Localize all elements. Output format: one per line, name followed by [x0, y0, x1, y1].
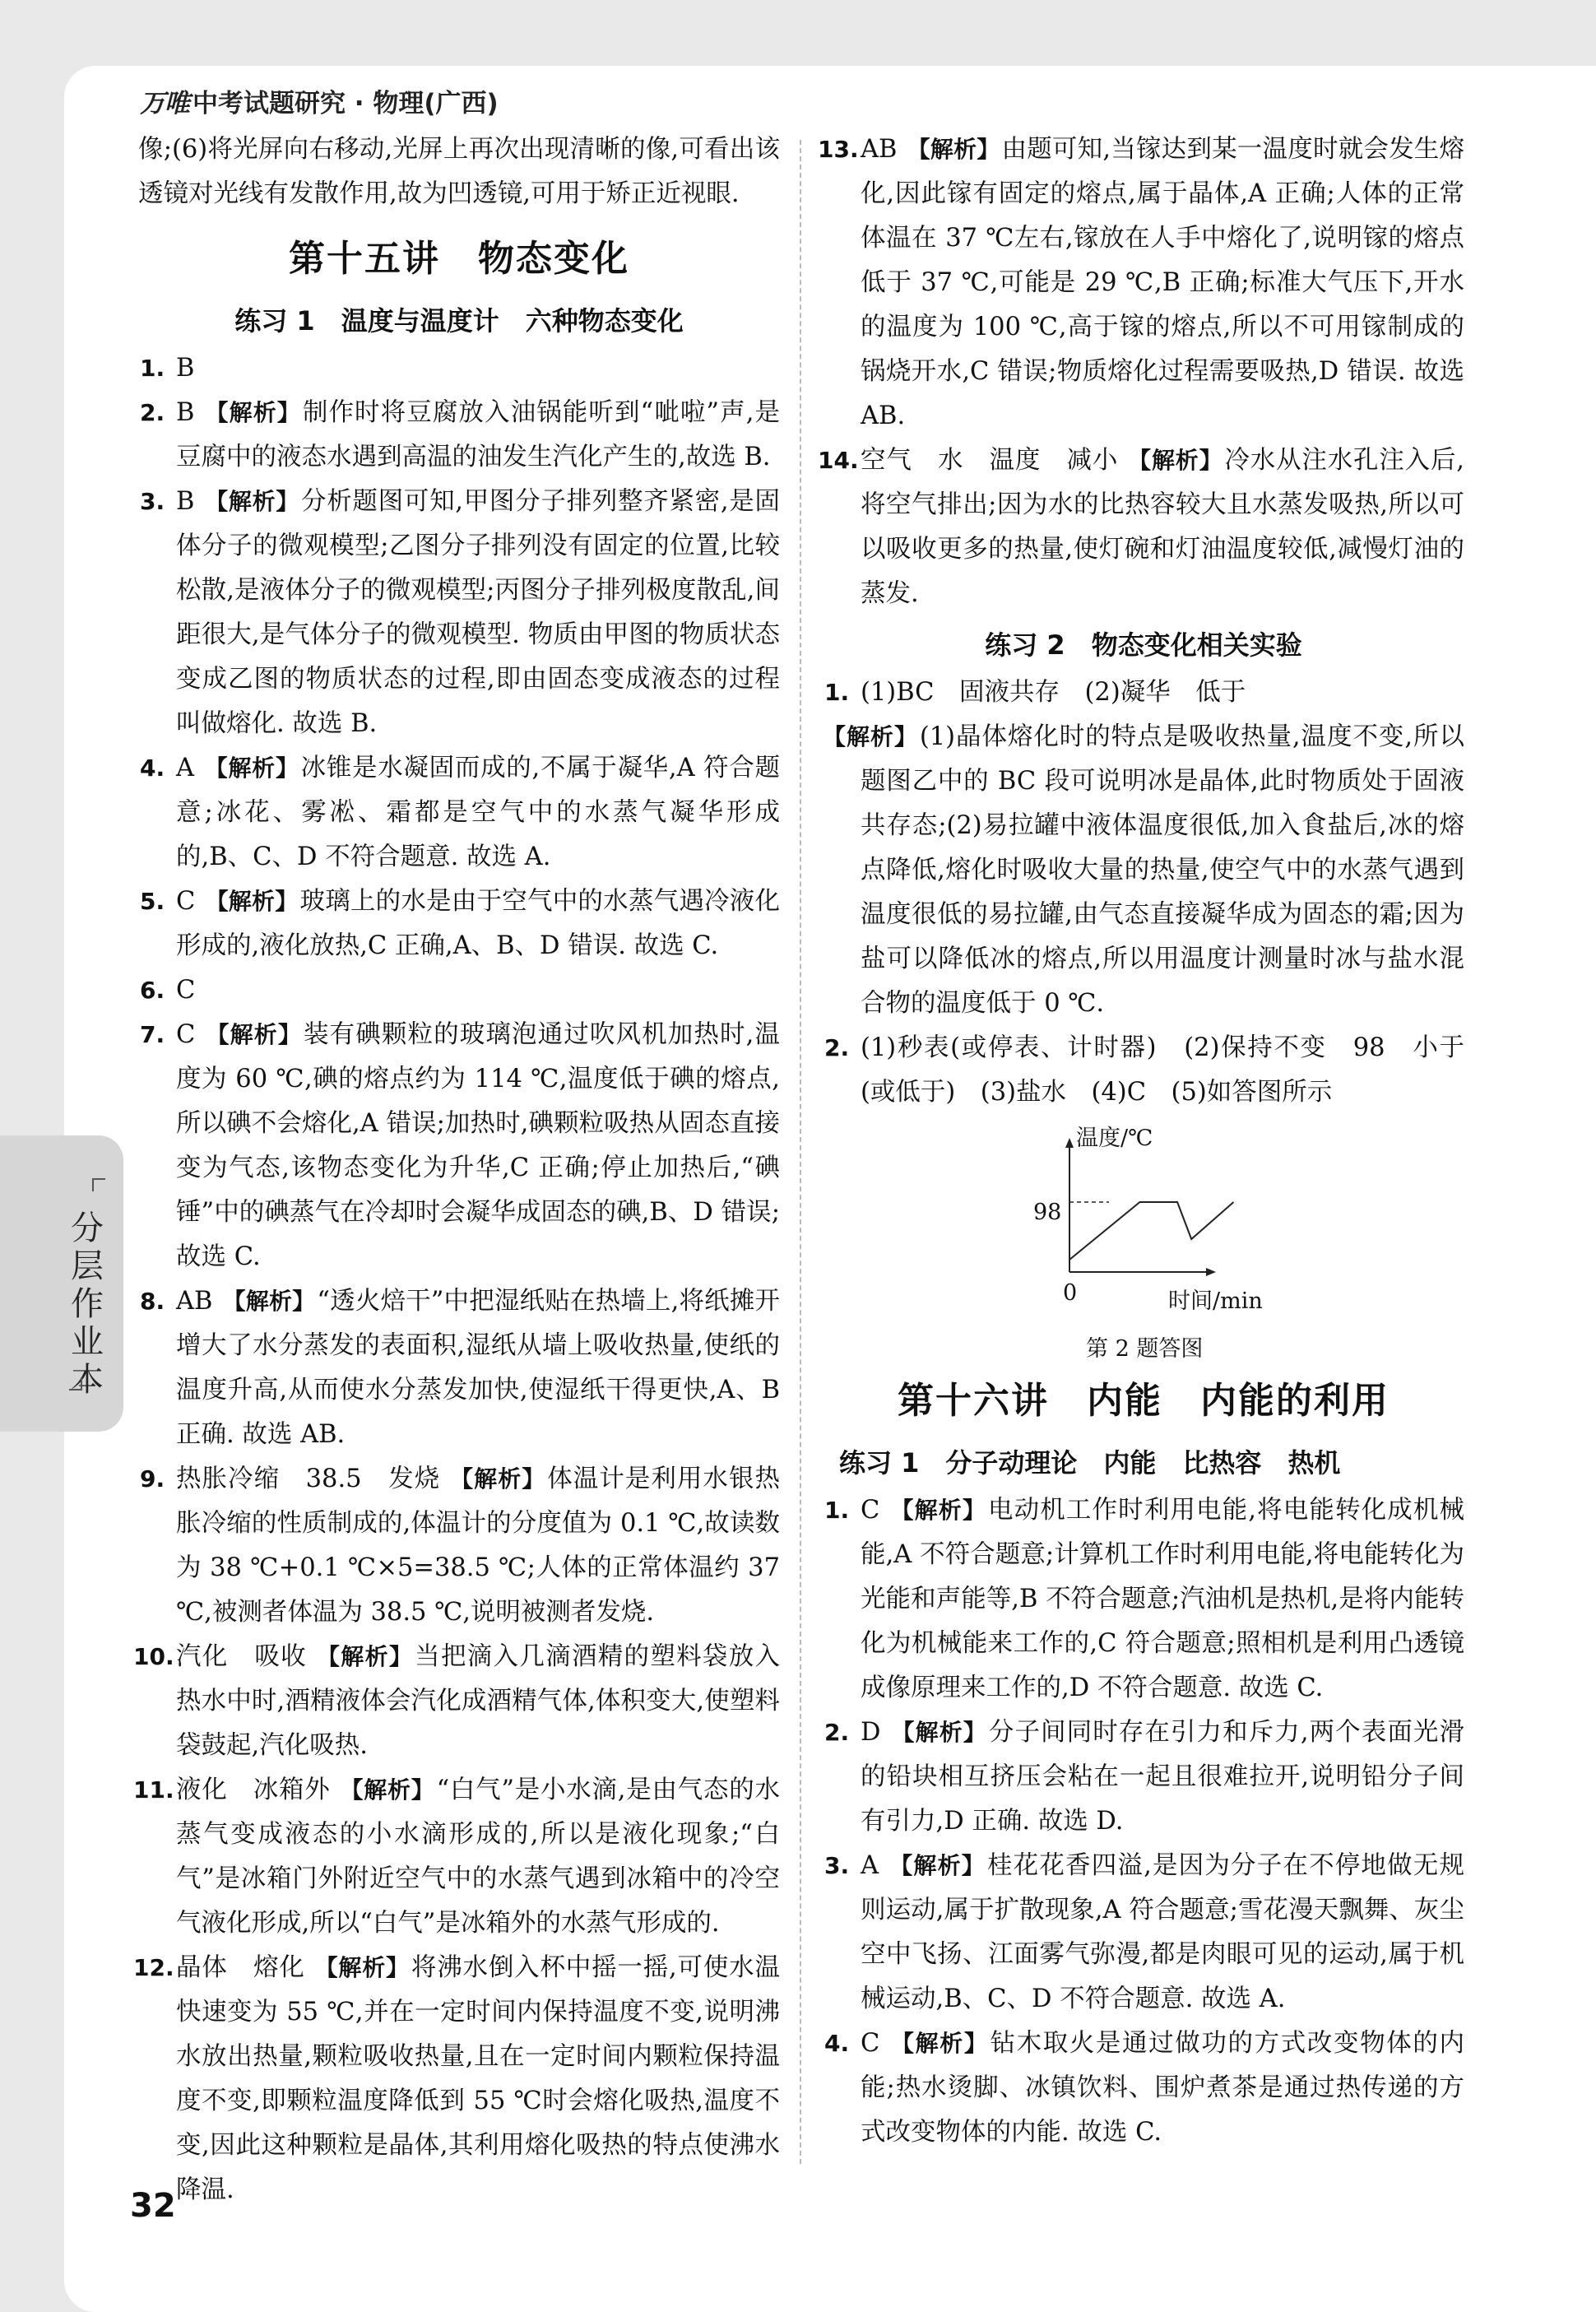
right-column — [818, 128, 1464, 2155]
item-answer: A — [176, 754, 195, 782]
item-answer: 晶体 熔化 — [176, 1953, 305, 1982]
item-answer: (1)秒表(或停表、计时器) (2)保持不变 98 小于(或低于) (3)盐水 (4)C (5)如答图所示 — [861, 1033, 1464, 1107]
analysis-tag: 【解析】 — [890, 1719, 987, 1746]
answer-item — [138, 346, 780, 391]
item-answer: C — [861, 2029, 880, 2058]
y-tick-label: 98 — [1033, 1200, 1062, 1225]
answer-item — [133, 1946, 781, 2212]
x-axis-arrow — [1206, 1268, 1216, 1276]
analysis-tag: 【解析】 — [340, 1776, 435, 1804]
answer-item — [823, 1026, 1464, 1115]
item-explanation: 桂花花香四溢,是因为分子在不停地做无规则运动,属于扩散现象,A 符合题意;雪花漫天飘舞、灰尘空中飞扬、江面雾气弥漫,都是肉眼可见的运动,属于机械运动,B、C、D 不符合题意. 故选 A. — [861, 1851, 1464, 2013]
answer-item — [133, 1635, 781, 1768]
answer-item — [823, 671, 1464, 1026]
item-number: 11. — [133, 1776, 174, 1804]
answer-item — [138, 746, 780, 880]
temperature-time-graph — [987, 1120, 1448, 1362]
item-answer: B — [176, 487, 195, 516]
x-axis-label: 时间/min — [1168, 1288, 1263, 1314]
answer-item — [818, 128, 1464, 439]
answer-item — [818, 439, 1464, 616]
lecture15-ex2-title: 练习 2 物态变化相关实验 — [985, 629, 1302, 661]
side-tab — [0, 1135, 123, 1432]
brand-logo: 万唯 — [140, 89, 189, 118]
item-answer: A — [861, 1851, 879, 1880]
item-number: 5. — [140, 888, 165, 915]
item-explanation: (1)晶体熔化时的特点是吸收热量,温度不变,所以题图乙中的 BC 段可说明冰是晶体,此时物质处于固液共存态;(2)易拉罐中液体温度很低,加入食盐后,冰的熔点降低,熔化时吸收大量的热量,使空气中的水蒸气遇到温度很低的易拉罐,由气态直接凝华成为固态的霜;因为盐可以降低冰的熔点,所以用温度计测量时冰与盐水混合物的温度低于 0 ℃. — [861, 722, 1464, 1018]
intro-text: 像;(6)将光屏向右移动,光屏上再次出现清晰的像,可看出该透镜对光线有发散作用,故为凹透镜,可用于矫正近视眼. — [138, 135, 780, 208]
graph-svg — [987, 1120, 1448, 1325]
item-explanation: “白气”是小水滴,是由气态的水蒸气变成液态的小水滴形成的,所以是液化现象;“白气”是冰箱门外附近空气中的水蒸气遇到冰箱中的冷空气液化形成,所以“白气”是冰箱外的水蒸气形成的. — [176, 1776, 780, 1938]
lecture15-ex1-title: 练习 1 温度与温度计 六种物态变化 — [234, 305, 684, 337]
item-answer: C — [176, 1020, 196, 1049]
item-answer: 汽化 吸收 — [176, 1642, 307, 1671]
item-number: 2. — [824, 1719, 850, 1746]
item-number: 4. — [140, 754, 165, 782]
lecture16-title: 第十六讲 内能 内能的利用 — [898, 1380, 1390, 1422]
figure-caption: 第 2 题答图 — [1086, 1336, 1204, 1362]
item-answer: B — [176, 354, 195, 383]
item-explanation: 当把滴入几滴酒精的塑料袋放入热水中时,酒精液体会汽化成酒精气体,体积变大,使塑料袋鼓起,汽化吸热. — [176, 1642, 781, 1760]
analysis-tag: 【解析】 — [205, 1021, 302, 1048]
left-column — [133, 128, 781, 2212]
answer-item — [823, 1711, 1464, 1844]
answer-item — [138, 1279, 780, 1457]
item-explanation: 分子间同时存在引力和斥力,两个表面光滑的铅块相互挤压会粘在一起且很难拉开,说明铅分子间有引力,D 正确. 故选 D. — [861, 1718, 1464, 1836]
item-number: 2. — [140, 399, 165, 426]
item-explanation: 装有碘颗粒的玻璃泡通过吹风机加热时,温度为 60 ℃,碘的熔点约为 114 ℃,温度低于碘的熔点,所以碘不会熔化,A 错误;加热时,碘颗粒吸热从固态直接变为气态,该物态变化为升华,C 正确;停止加热后,“碘锤”中的碘蒸气在冷却时会凝华成固态的碘,B、D 错误;故选 C. — [176, 1020, 780, 1271]
analysis-tag: 【解析】 — [823, 723, 918, 750]
answer-item — [138, 968, 780, 1013]
item-answer: C — [176, 887, 196, 916]
item-answer: 空气 水 温度 减小 — [861, 446, 1119, 475]
tab-bracket-top — [92, 1178, 105, 1191]
item-number: 1. — [140, 355, 165, 382]
item-number: 12. — [133, 1954, 174, 1981]
item-explanation: 玻璃上的水是由于空气中的水蒸气遇冷液化形成的,液化放热,C 正确,A、B、D 错误. 故选 C. — [176, 887, 780, 960]
item-answer: AB — [861, 135, 898, 164]
analysis-tag: 【解析】 — [204, 399, 301, 426]
analysis-tag: 【解析】 — [889, 2030, 989, 2057]
item-number: 13. — [818, 136, 859, 163]
item-explanation: 钻木取火是通过做功的方式改变物体的内能;热水烫脚、冰镇饮料、围炉煮茶是通过热传递的方式改变物体的内能. 故选 C. — [861, 2029, 1464, 2147]
page-header — [140, 82, 499, 119]
item-explanation: “透火焙干”中把湿纸贴在热墙上,将纸摊开增大了水分蒸发的表面积,湿纸从墙上吸收热量,使纸的温度升高,从而使水分蒸发加快,使湿纸干得更快,A、B 正确. 故选 AB. — [176, 1287, 780, 1449]
analysis-tag: 【解析】 — [222, 1288, 316, 1315]
item-answer: D — [861, 1718, 881, 1747]
item-explanation: 冷水从注水孔注入后,将空气排出;因为水的比热容较大且水蒸发吸热,所以可以吸收更多的热量,使灯碗和灯油温度较低,减慢灯油的蒸发. — [861, 446, 1464, 608]
answer-item — [138, 391, 780, 480]
answer-item — [823, 2022, 1464, 2155]
item-answer: B — [176, 398, 195, 427]
item-number: 4. — [824, 2030, 850, 2057]
y-axis-arrow — [1065, 1138, 1074, 1148]
item-explanation: 体温计是利用水银热胀冷缩的性质制成的,体温计的分度值为 0.1 ℃,故读数为 38 ℃+0.1 ℃×5=38.5 ℃;人体的正常体温约 37 ℃,被测者体温为 38.5 ℃,说明被测者发烧. — [176, 1465, 780, 1627]
item-number: 3. — [140, 488, 165, 515]
column-divider — [800, 140, 801, 2164]
temperature-curve — [1069, 1202, 1234, 1260]
item-answer: AB — [176, 1287, 213, 1316]
item-number: 7. — [140, 1021, 165, 1048]
item-number: 8. — [140, 1288, 165, 1315]
header-title: 中考试题研究 · 物理(广西) — [193, 89, 499, 118]
item-number: 10. — [133, 1643, 174, 1670]
item-answer: C — [176, 976, 196, 1005]
answer-item — [133, 1768, 780, 1946]
item-explanation: 冰锥是水凝固而成的,不属于凝华,A 符合题意;冰花、雾凇、霜都是空气中的水蒸气凝华形成的,B、C、D 不符合题意. 故选 A. — [176, 754, 780, 871]
answer-item — [823, 1488, 1464, 1711]
analysis-tag: 【解析】 — [1128, 447, 1223, 474]
origin-label: 0 — [1063, 1280, 1078, 1306]
analysis-tag: 【解析】 — [907, 136, 1000, 163]
answer-item — [138, 1013, 780, 1279]
analysis-tag: 【解析】 — [450, 1465, 546, 1493]
page-number: 32 — [130, 2187, 176, 2225]
item-number: 14. — [818, 447, 859, 474]
lecture15-title: 第十五讲 物态变化 — [289, 238, 629, 280]
item-explanation: 制作时将豆腐放入油锅能听到“呲啦”声,是豆腐中的液态水遇到高温的油发生汽化产生的,故选 B. — [176, 398, 780, 471]
analysis-tag: 【解析】 — [889, 1497, 986, 1524]
side-tab-label: 分层作业本 — [71, 1209, 104, 1399]
item-answer: (1)BC 固液共存 (2)凝华 低于 — [861, 678, 1246, 707]
item-answer: C — [861, 1496, 880, 1525]
tab-bracket-bottom — [69, 1377, 82, 1390]
analysis-tag: 【解析】 — [888, 1852, 986, 1879]
item-explanation: 将沸水倒入杯中摇一摇,可使水温快速变为 55 ℃,并在一定时间内保持温度不变,说明沸水放出热量,颗粒吸收热量,且在一定时间内颗粒保持温度不变,即颗粒温度降低到 55 ℃时会熔化吸热,温度不变,因此这种颗粒是晶体,其利用熔化吸热的特点使沸水降温. — [176, 1953, 781, 2204]
item-number: 3. — [824, 1852, 850, 1879]
analysis-tag: 【解析】 — [204, 754, 299, 782]
lecture16-ex1-title: 练习 1 分子动理论 内能 比热容 热机 — [839, 1447, 1341, 1479]
answer-item — [138, 480, 780, 746]
y-axis-label: 温度/℃ — [1076, 1126, 1153, 1151]
item-number: 2. — [824, 1034, 850, 1061]
answer-item — [138, 1457, 780, 1635]
analysis-tag: 【解析】 — [204, 488, 299, 515]
item-explanation: 电动机工作时利用电能,将电能转化成机械能,A 不符合题意;计算机工作时利用电能,将电能转化为光能和声能等,B 不符合题意;汽油机是热机,是将内能转化为机械能来工作的,C 符合题意;照相机是利用凸透镜成像原理来工作的,D 不符合题意. 故选 C. — [861, 1496, 1464, 1702]
answer-item — [823, 1844, 1464, 2022]
answer-item — [138, 880, 780, 968]
item-explanation: 由题可知,当镓达到某一温度时就会发生熔化,因此镓有固定的熔点,属于晶体,A 正确;人体的正常体温在 37 ℃左右,镓放在人手中熔化了,说明镓的熔点低于 37 ℃,可能是 29 ℃,B 正确;标准大气压下,开水的温度为 100 ℃,高于镓的熔点,所以不可用镓制成的锅烧开水,C 错误;物质熔化过程需要吸热,D 错误. 故选 AB. — [861, 135, 1464, 430]
item-answer: 热胀冷缩 38.5 发烧 — [176, 1465, 441, 1493]
analysis-tag: 【解析】 — [316, 1643, 414, 1670]
item-number: 1. — [824, 679, 850, 706]
item-explanation: 分析题图可知,甲图分子排列整齐紧密,是固体分子的微观模型;乙图分子排列没有固定的位置,比较松散,是液体分子的微观模型;丙图分子排列极度散乱,间距很大,是气体分子的微观模型. 物质由甲图的物质状态变成乙图的物质状态的过程,即由固态变成液态的过程叫做熔化. 故选 B. — [176, 487, 780, 738]
analysis-tag: 【解析】 — [205, 888, 299, 915]
item-number: 1. — [824, 1497, 850, 1524]
item-number: 6. — [140, 977, 165, 1004]
analysis-tag: 【解析】 — [314, 1954, 410, 1981]
item-answer: 液化 冰箱外 — [176, 1776, 331, 1804]
item-number: 9. — [140, 1465, 165, 1493]
